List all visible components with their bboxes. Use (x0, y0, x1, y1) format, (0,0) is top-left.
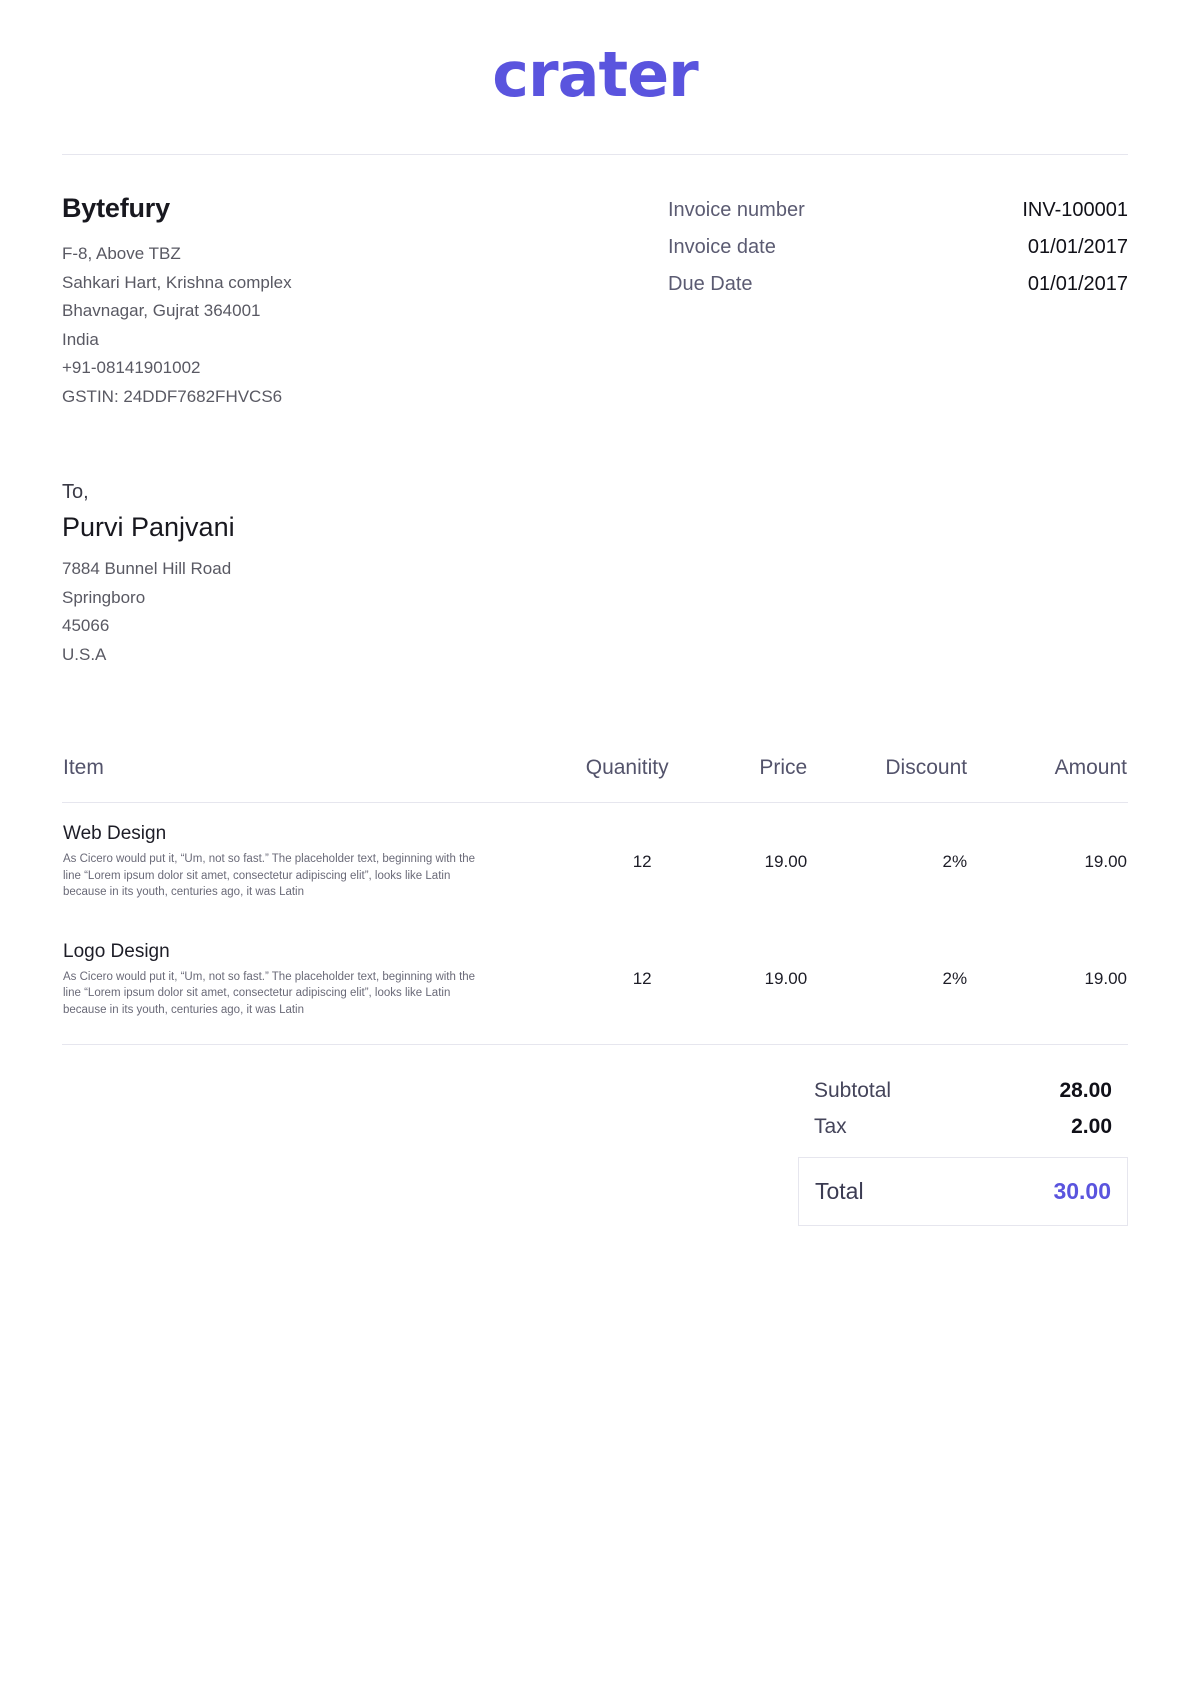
item-name: Web Design (63, 823, 167, 844)
item-discount: 2% (808, 921, 968, 1045)
subtotal-label: Subtotal (814, 1079, 892, 1102)
items-table-wrapper (0, 669, 1190, 1045)
bill-to-name: Purvi Panjvani (62, 512, 235, 542)
item-price: 19.00 (764, 851, 808, 871)
column-header-quantity: Quanitity (531, 755, 670, 803)
item-description: As Cicero would put it, “Um, not so fast.” The placeholder text, beginning with the line “Lorem ipsum dolor sit amet, consectetur adipiscing elit”, looks like Latin because in its youth, centuries ago, it was Latin (63, 970, 476, 1016)
company-address-line: F-8, Above TBZ (62, 244, 181, 263)
invoice-header (0, 155, 1190, 411)
bill-to-address-line: Springboro (62, 587, 146, 607)
company-gstin: GSTIN: 24DDF7682FHVCS6 (62, 386, 283, 406)
brand-logo (0, 0, 1190, 111)
tax-value: 2.00 (1071, 1115, 1112, 1138)
total-row (798, 1157, 1128, 1226)
due-date-value: 01/01/2017 (1027, 273, 1128, 295)
invoice-number-value: INV-100001 (1022, 199, 1128, 221)
company-address-line: India (62, 329, 99, 349)
company-address-line: Bhavnagar, Gujrat 364001 (62, 301, 261, 320)
subtotal-value: 28.00 (1059, 1079, 1112, 1102)
total-label: Total (815, 1178, 864, 1204)
bill-to-address-line: 45066 (62, 616, 110, 635)
items-table-header-row (62, 755, 1128, 803)
item-quantity: 12 (632, 851, 652, 871)
item-amount: 19.00 (968, 921, 1128, 1045)
invoice-meta-block (668, 193, 1128, 411)
subtotal-row (798, 1073, 1128, 1109)
invoice-date-value: 01/01/2017 (1027, 236, 1128, 258)
due-date-row (668, 273, 1128, 296)
invoice-date-label: Invoice date (668, 236, 776, 258)
item-cell (62, 803, 531, 921)
company-block (62, 193, 582, 411)
invoice-number-label: Invoice number (668, 199, 805, 221)
items-table-head (62, 755, 1128, 803)
totals-block (798, 1073, 1128, 1226)
item-cell (62, 921, 531, 1045)
item-name: Logo Design (63, 940, 170, 962)
company-address-line: Sahkari Hart, Krishna complex (62, 272, 292, 292)
items-table-body (62, 803, 1128, 1045)
bill-to-label: To, (62, 481, 89, 503)
column-header-price: Price (670, 755, 809, 803)
item-discount: 2% (942, 851, 968, 871)
bill-to-address-line: 7884 Bunnel Hill Road (62, 559, 232, 578)
item-amount: 19.00 (1084, 851, 1127, 871)
bill-to-address-line: U.S.A (62, 644, 107, 664)
item-description: As Cicero would put it, “Um, not so fast.” The placeholder text, beginning with the line “Lorem ipsum dolor sit amet, consectetur adipiscing elit”, looks like Latin because in its youth, centuries ago, it was Latin (63, 853, 476, 898)
column-header-item: Item (62, 755, 531, 803)
company-phone: +91-08141901002 (62, 358, 201, 377)
company-name: Bytefury (62, 193, 170, 223)
invoice-date-row (668, 236, 1128, 259)
brand-logo-text: crater (492, 38, 698, 111)
column-header-discount: Discount (808, 755, 968, 803)
items-table (62, 755, 1128, 1045)
item-quantity: 12 (531, 921, 670, 1045)
totals-section (0, 1045, 1190, 1226)
item-price: 19.00 (670, 921, 809, 1045)
bill-to-block (0, 411, 1190, 669)
table-row (62, 803, 1128, 921)
column-header-amount: Amount (968, 755, 1128, 803)
due-date-label: Due Date (668, 273, 753, 295)
total-value: 30.00 (1053, 1178, 1111, 1204)
tax-row (798, 1109, 1128, 1145)
tax-label: Tax (814, 1115, 847, 1138)
invoice-number-row (668, 199, 1128, 222)
table-row (62, 921, 1128, 1045)
